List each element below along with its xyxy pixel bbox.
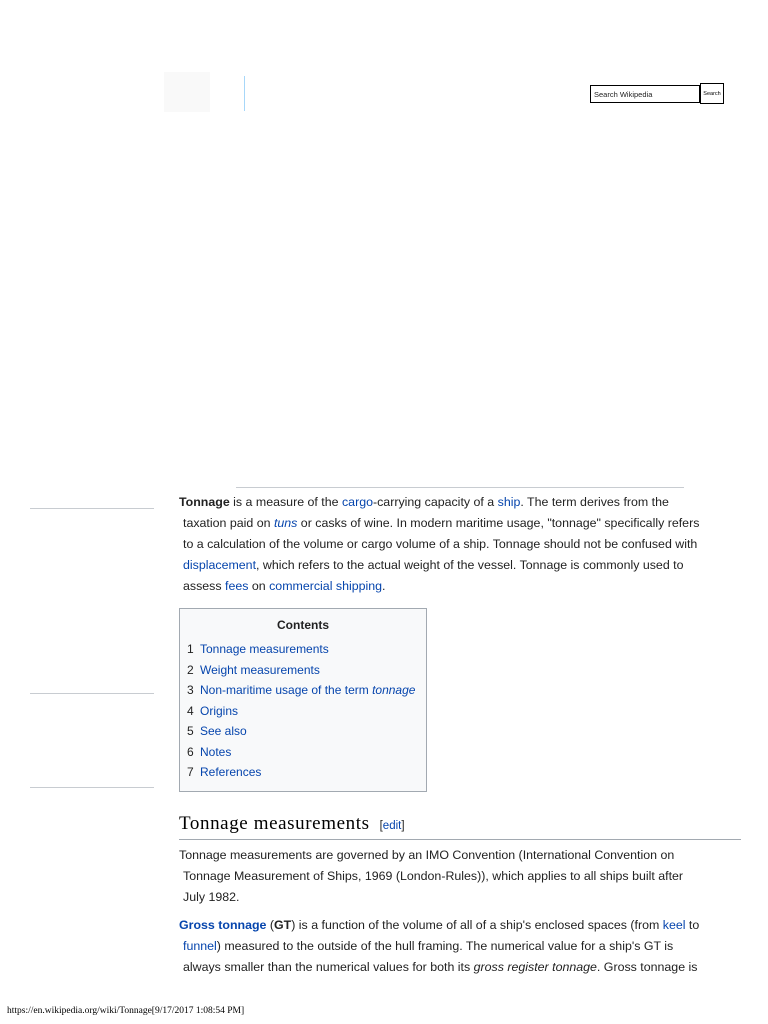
intro-paragraph (179, 492, 741, 597)
section-heading (179, 813, 741, 840)
link-funnel[interactable]: funnel (183, 939, 217, 953)
toc-item[interactable]: 4 Origins (187, 703, 239, 718)
print-footer-url: https://en.wikipedia.org/wiki/Tonnage[9/17/2017 1:08:54 PM] (7, 1006, 245, 1016)
table-of-contents (179, 608, 427, 792)
link-keel[interactable]: keel (662, 918, 686, 932)
paragraph-line: Tonnage Measurement of Ships, 1969 (London-Rules)), which applies to all ships built after (183, 869, 684, 883)
link-commercial-shipping[interactable]: commercial shipping (269, 579, 383, 593)
term-bold: Tonnage (179, 495, 230, 509)
toc-title: Contents (277, 618, 329, 632)
content-top-rule (236, 487, 684, 488)
edit-section: [edit] (379, 820, 405, 832)
toc-item[interactable]: 7 References (187, 765, 262, 779)
toc-item[interactable]: 1 Tonnage measurements (187, 642, 329, 656)
section-paragraph (179, 915, 741, 978)
header-divider (244, 76, 245, 111)
intro-line: to a calculation of the volume or cargo volume of a ship. Tonnage should not be confused with (183, 537, 698, 551)
intro-line: taxation paid on tuns or casks of wine. In modern maritime usage, "tonnage" specifically refers (183, 516, 700, 530)
toc-item[interactable]: 6 Notes (187, 744, 232, 759)
sidebar-divider (30, 787, 154, 788)
paragraph-line: funnel) measured to the outside of the hull framing. The numerical value for a ship's GT is (183, 939, 674, 953)
paragraph-line: July 1982. (183, 890, 240, 904)
link-displacement[interactable]: displacement (183, 558, 257, 572)
intro-line: displacement, which refers to the actual weight of the vessel. Tonnage is commonly used to (183, 558, 684, 572)
section-body (179, 845, 741, 985)
sidebar-divider (30, 508, 154, 509)
link-gross-tonnage[interactable]: Gross tonnage (179, 918, 267, 932)
search-form (590, 83, 724, 103)
intro-line: Tonnage is a measure of the cargo-carrying capacity of a ship. The term derives from the (179, 495, 669, 509)
toc-item[interactable]: 3 Non-maritime usage of the term tonnage (187, 683, 416, 697)
intro-line: assess fees on commercial shipping. (183, 579, 386, 593)
link-cargo[interactable]: cargo (341, 495, 373, 509)
wikipedia-logo-placeholder[interactable] (164, 72, 210, 112)
paragraph-line: Gross tonnage (GT) is a function of the volume of all of a ship's enclosed spaces (from keel to (179, 918, 700, 932)
search-input[interactable] (590, 85, 700, 103)
section-title: Tonnage measurements (179, 813, 370, 834)
toc-item[interactable]: 5 See also (187, 724, 247, 738)
link-fees[interactable]: fees (225, 579, 249, 593)
paragraph-line: always smaller than the numerical values for both its gross register tonnage. Gross tonnage is (183, 960, 698, 974)
link-ship[interactable]: ship (497, 495, 521, 509)
article-intro (179, 492, 741, 597)
search-button[interactable]: Search (700, 83, 724, 104)
link-tuns[interactable]: tuns (273, 516, 298, 530)
section-paragraph (179, 845, 741, 908)
toc-list (180, 639, 426, 783)
edit-link[interactable]: edit (382, 820, 402, 832)
toc-item[interactable]: 2 Weight measurements (187, 662, 320, 677)
paragraph-line: Tonnage measurements are governed by an IMO Convention (International Convention on (179, 848, 675, 862)
sidebar-divider (30, 693, 154, 694)
